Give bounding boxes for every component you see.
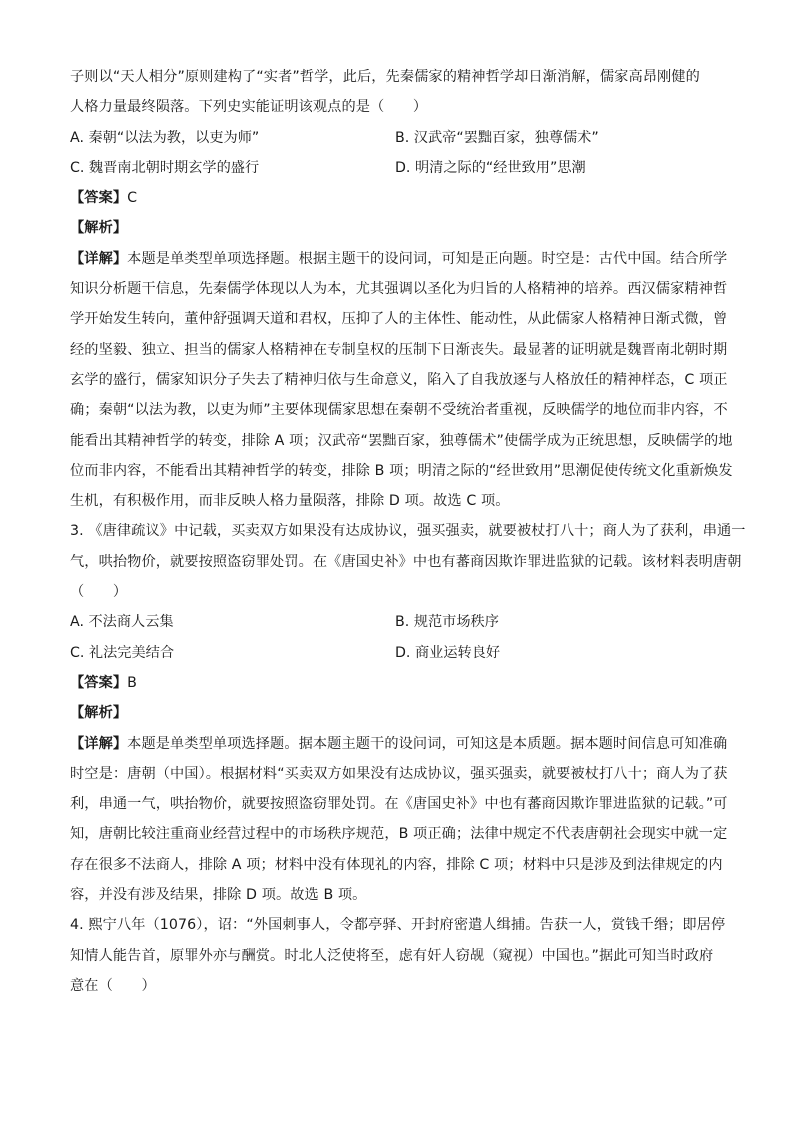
- question-stem-line: 子则以“天人相分”原则建构了“实者”哲学，此后，先秦儒家的精神哲学却日渐消解，儒家高昂刚健的: [70, 69, 700, 85]
- options-row: [70, 607, 730, 637]
- detail-text: 确；秦朝“以法为教，以吏为师”主要体现儒家思想在秦朝不受统治者重视，反映儒学的地位而非内容，不: [70, 402, 728, 419]
- detail-text: 存在很多不法商人，排除 A 项；材料中没有体现礼的内容，排除 C 项；材料中只是涉及到法律规定的内: [70, 856, 723, 873]
- answer-tag: 【答案】: [70, 190, 128, 207]
- option-a: A. 不法商人云集: [70, 614, 174, 631]
- detail-text: 学开始发生转向，董仲舒强调天道和君权，压抑了人的主体性、能动性，从此儒家人格精神日渐式微，曾: [70, 311, 728, 328]
- answer-value: C: [127, 190, 138, 207]
- answer-line: [70, 183, 730, 213]
- option-d: D. 商业运转良好: [395, 644, 501, 661]
- question-4: [70, 910, 730, 1001]
- detail-text: 时空是：唐朝（中国）。根据材料“买卖双方如果没有达成协议，强买强卖，就要被杖打八十；商人为了获: [70, 765, 728, 782]
- question-stem-line: 3. 《唐律疏议》中记载，买卖双方如果没有达成协议，强买强卖，就要被杖打八十；商人为了获利，串通一: [70, 523, 746, 540]
- detail-line: [70, 729, 730, 759]
- answer-value: B: [127, 674, 137, 691]
- detail-tag: 【详解】: [70, 250, 128, 267]
- detail-text: 能看出其精神哲学的转变，排除 A 项；汉武帝“罢黜百家，独尊儒术”使儒学成为正统思想，反映儒学的地: [70, 432, 733, 449]
- option-a: A. 秦朝“以法为教，以吏为师”: [70, 129, 260, 146]
- detail-text: 生机，有积极作用，而非反映人格力量陨落，排除 D 项。故选 C 项。: [70, 493, 510, 510]
- detail-text: 利，串通一气，哄抬物价，就要按照盗窃罪处罚。在《唐国史补》中也有蕃商因欺诈罪进监狱的记载。”可: [70, 796, 728, 813]
- analysis-tag: 【解析】: [70, 705, 128, 722]
- detail-tag: 【详解】: [70, 735, 128, 752]
- question-3: [70, 516, 746, 910]
- options-row: [70, 638, 730, 668]
- options-row: [70, 153, 730, 183]
- option-c: C. 礼法完美结合: [70, 644, 175, 661]
- detail-text: 本题是单类型单项选择题。据本题主题干的设问词，可知这是本质题。据本题时间信息可知准确: [127, 735, 728, 752]
- detail-text: 知识分析题干信息，先秦儒学体现以人为本，尤其强调以圣化为归旨的人格精神的培养。西汉儒家精神哲: [70, 281, 728, 298]
- question-stem-line: 气，哄抬物价，就要按照盗窃罪处罚。在《唐国史补》中也有蕃商因欺诈罪进监狱的记载。该材料表明唐朝: [70, 553, 742, 570]
- question-stem-line: 人格力量最终陨落。下列史实能证明该观点的是（ ）: [70, 99, 428, 116]
- question-2: [70, 62, 733, 516]
- question-stem-line: 4. 熙宁八年（1076），诏：“外国刺事人，令都亭驿、开封府密遣人缉捕。告获一人，赏钱千缗；即居停: [70, 917, 726, 934]
- option-b: B. 规范市场秩序: [395, 614, 499, 631]
- question-stem-line: 知情人能告首，原罪外亦与酬赏。时北人泛使将至，虑有奸人窃觇（窥视）中国也。”据此可知当时政府: [70, 947, 714, 964]
- question-stem-line: （ ）: [70, 584, 128, 601]
- option-b: B. 汉武帝“罢黜百家，独尊儒术”: [395, 129, 599, 146]
- detail-text: 本题是单类型单项选择题。根据主题干的设问词，可知是正向题。时空是：古代中国。结合所学: [127, 250, 728, 267]
- detail-line: [70, 244, 730, 274]
- detail-text: 位而非内容，不能看出其精神哲学的转变，排除 B 项；明清之际的“经世致用”思潮促使传统文化重新焕发: [70, 462, 733, 479]
- answer-line: [70, 668, 730, 698]
- detail-text: 知，唐朝比较注重商业经营过程中的市场秩序规范，B 项正确；法律中规定不代表唐朝社会现实中就一定: [70, 826, 728, 843]
- analysis-tag: 【解析】: [70, 220, 128, 237]
- option-d: D. 明清之际的“经世致用”思潮: [395, 159, 586, 176]
- detail-text: 经的坚毅、独立、担当的儒家人格精神在专制皇权的压制下日渐丧失。最显著的证明就是魏晋南北朝时期: [70, 341, 728, 358]
- question-stem-line: 意在（ ）: [70, 977, 156, 994]
- detail-text: 玄学的盛行，儒家知识分子失去了精神归依与生命意义，陷入了自我放逐与人格放任的精神样态，C 项正: [70, 371, 728, 388]
- exam-page: [70, 62, 746, 1001]
- detail-text: 容，并没有涉及结果，排除 D 项。故选 B 项。: [70, 887, 367, 904]
- option-c: C. 魏晋南北朝时期玄学的盛行: [70, 159, 260, 176]
- options-row: [70, 123, 730, 153]
- answer-tag: 【答案】: [70, 674, 128, 691]
